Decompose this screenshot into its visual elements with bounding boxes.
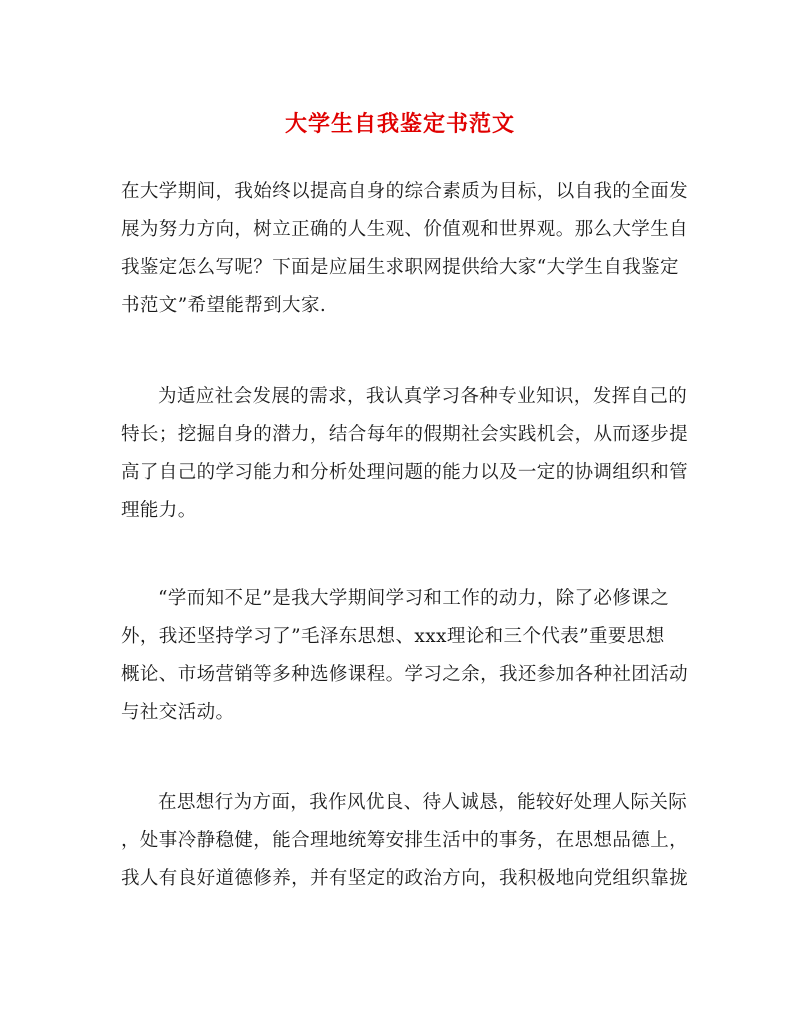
paragraph-courses bbox=[121, 580, 689, 732]
paragraph-line: 我鉴定怎么写呢？下面是应届生求职网提供给大家“大学生自我鉴定 bbox=[121, 257, 679, 278]
paragraph-line: 与社交活动。 bbox=[121, 702, 235, 723]
paragraph-line: 在思想行为方面，我作风优良、待人诚恳，能较好处理人际关际 bbox=[158, 792, 688, 813]
paragraph-first-line bbox=[121, 378, 688, 416]
document-title: 大学生自我鉴定书范文 bbox=[284, 111, 515, 137]
paragraph-first-line bbox=[121, 784, 688, 822]
paragraph-conduct bbox=[121, 784, 689, 898]
paragraph-intro bbox=[121, 173, 689, 325]
paragraph-line: 理能力。 bbox=[121, 500, 197, 521]
paragraph-first-line bbox=[121, 580, 678, 618]
paragraph-line: 在大学期间，我始终以提高自身的综合素质为目标，以自我的全面发 bbox=[121, 181, 689, 202]
paragraph-line: 特长；挖掘自身的潜力，结合每年的假期社会实践机会，从而逐步提 bbox=[121, 424, 689, 445]
paragraph-line: 外，我还坚持学习了”毛泽东思想、xxx理论和三个代表”重要思想 bbox=[121, 626, 665, 647]
paragraph-line: 书范文”希望能帮到大家. bbox=[121, 295, 327, 316]
paragraph-line: 我人有良好道德修养，并有坚定的政治方向，我积极地向党组织靠拢 bbox=[121, 868, 689, 889]
paragraph-line: ，处事冷静稳健，能合理地统筹安排生活中的事务，在思想品德上， bbox=[121, 830, 689, 851]
paragraph-line: 概论、市场营销等多种选修课程。学习之余，我还参加各种社团活动 bbox=[121, 664, 689, 685]
paragraph-line: 为适应社会发展的需求，我认真学习各种专业知识，发挥自己的 bbox=[158, 386, 688, 407]
paragraph-line: “学而知不足”是我大学期间学习和工作的动力，除了必修课之 bbox=[158, 588, 670, 609]
paragraph-study-ability bbox=[121, 378, 689, 530]
paragraph-line: 高了自己的学习能力和分析处理问题的能力以及一定的协调组织和管 bbox=[121, 462, 689, 483]
paragraph-line: 展为努力方向，树立正确的人生观、价值观和世界观。那么大学生自 bbox=[121, 219, 689, 240]
